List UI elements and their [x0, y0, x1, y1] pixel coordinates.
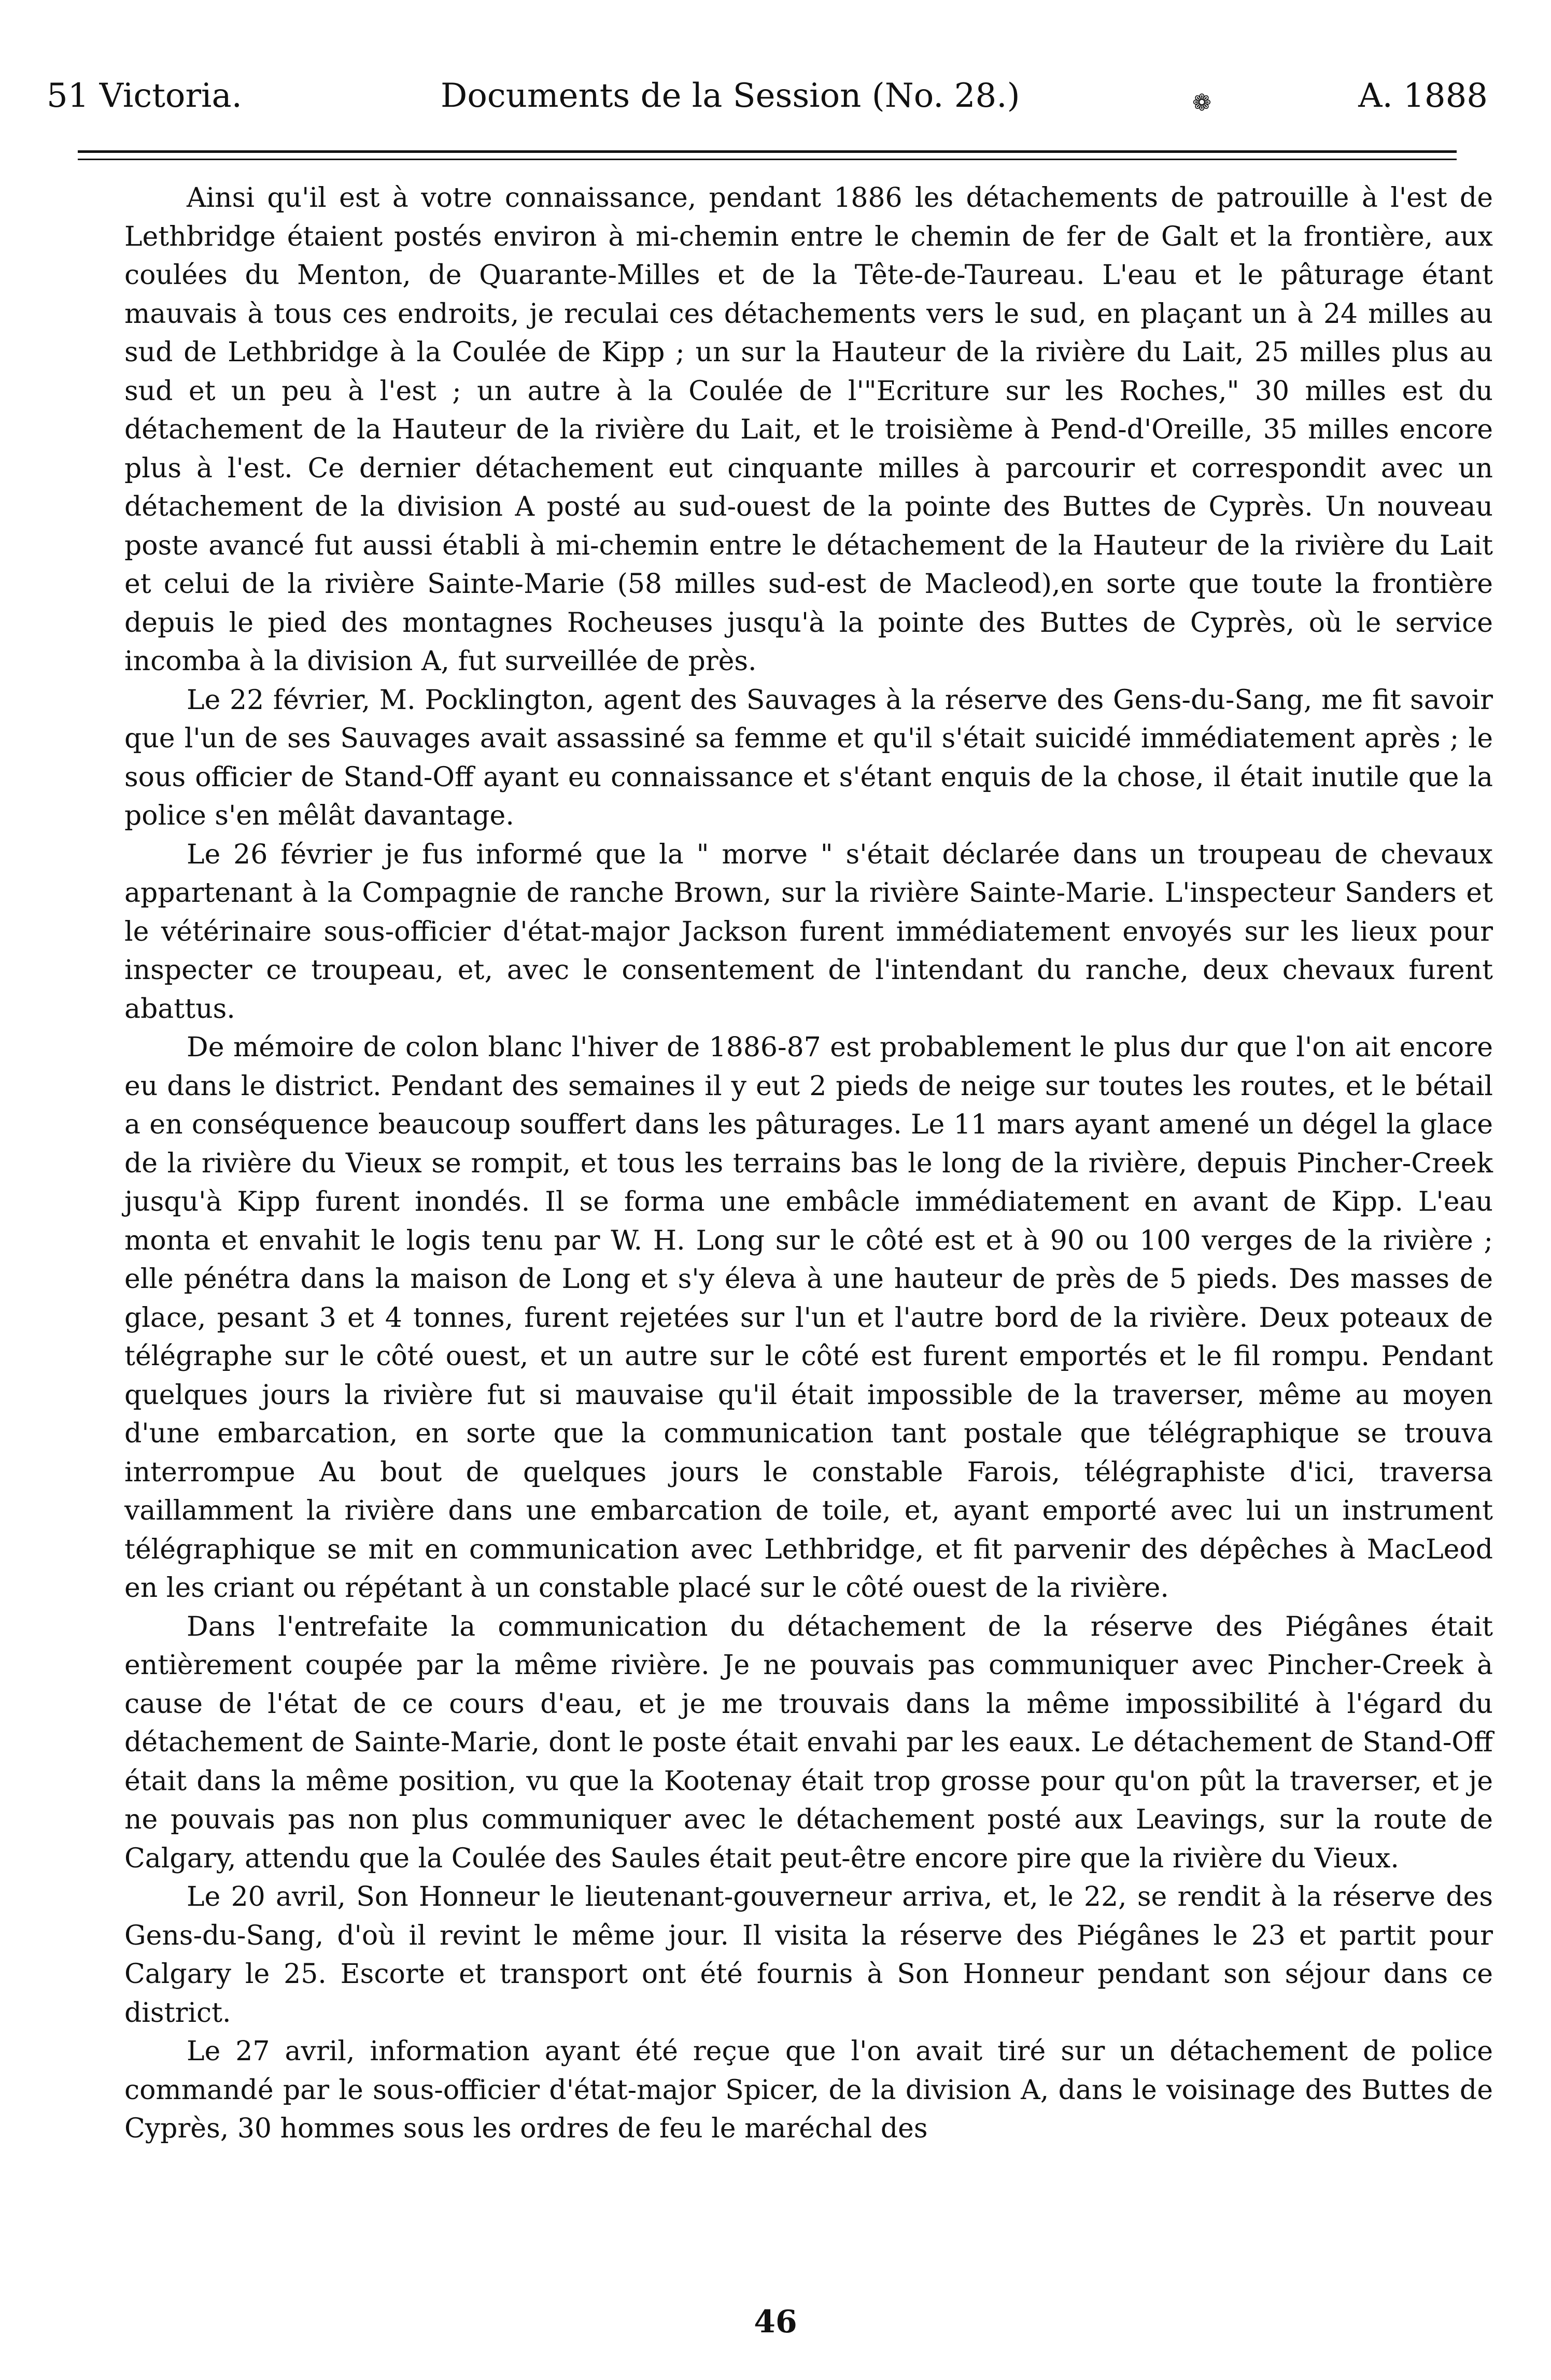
paragraph: Le 27 avril, information ayant été reçue que l'on avait tiré sur un détachement de police commandé par le sous-officier d'état-major Spicer, de la division A, dans le voisinage des Buttes de Cyprès, 30 hommes sous les ordres de feu le maréchal des	[124, 2036, 1493, 2144]
crest-icon: ❁	[1192, 90, 1211, 116]
paragraph: Ainsi qu'il est à votre connaissance, pendant 1886 les détachements de patrouille à l'est de Lethbridge étaient postés environ à mi-chemin entre le chemin de fer de Galt et la frontière, aux coulées du Menton, de Quarante-Milles et de la Tête-de-Taureau. L'eau et le pâturage étant mauvais à tous ces endroits, je reculai ces détachements vers le sud, en plaçant un à 24 milles au sud de Lethbridge à la Coulée de Kipp ; un sur la Hauteur de la rivière du Lait, 25 milles plus au sud et un peu à l'est ; un autre à la Coulée de l'"Ecriture sur les Roches," 30 milles est du détachement de la Hauteur de la rivière du Lait, et le troisième à Pend-d'Oreille, 35 milles encore plus à l'est. Ce dernier détachement eut cinquante milles à parcourir et correspondit avec un détachement de la division A posté au sud-ouest de la pointe des Buttes de Cyprès. Un nouveau poste avancé fut aussi établi à mi-chemin entre le détachement de la Hauteur de la rivière du Lait et celui de la rivière Sainte-Marie (58 milles sud-est de Macleod),en sorte que toute la frontière depuis le pied des montagnes Rocheuses jusqu'à la pointe des Buttes de Cyprès, où le service incomba à la division A, fut surveillée de près.	[124, 182, 1493, 677]
header-rule-thick	[78, 150, 1457, 153]
paragraph: Le 22 février, M. Pocklington, agent des Sauvages à la réserve des Gens-du-Sang, me fit savoir que l'un de ses Sauvages avait assassiné sa femme et qu'il s'était suicidé immédiatement après ; le sous officier de Stand-Off ayant eu connaissance et s'étant enquis de la chose, il était inutile que la police s'en mêlât davantage.	[124, 684, 1493, 831]
header-left: 51 Victoria.	[47, 77, 242, 115]
running-header	[47, 73, 1488, 119]
body-text	[124, 179, 1493, 2148]
paragraph: Le 26 février je fus informé que la " morve " s'était déclarée dans un troupeau de chevaux appartenant à la Compagnie de ranche Brown, sur la rivière Sainte-Marie. L'inspecteur Sanders et le vétérinaire sous-officier d'état-major Jackson furent immédiatement envoyés sur les lieux pour inspecter ce troupeau, et, avec le consentement de l'intendant du ranche, deux chevaux furent abattus.	[124, 839, 1493, 1025]
paragraph: Le 20 avril, Son Honneur le lieutenant-gouverneur arriva, et, le 22, se rendit à la réserve des Gens-du-Sang, d'où il revint le même jour. Il visita la réserve des Piégânes le 23 et partit pour Calgary le 25. Escorte et transport ont été fournis à Son Honneur pendant son séjour dans ce district.	[124, 1881, 1493, 2029]
header-title: Documents de la Session (No. 28.)	[441, 77, 1020, 115]
paragraph: De mémoire de colon blanc l'hiver de 1886-87 est probablement le plus dur que l'on ait encore eu dans le district. Pendant des semaines il y eut 2 pieds de neige sur toutes les routes, et le bétail a en conséquence beaucoup souffert dans les pâturages. Le 11 mars ayant amené un dégel la glace de la rivière du Vieux se rompit, et tous les terrains bas le long de la rivière, depuis Pincher-Creek jusqu'à Kipp furent inondés. Il se forma une embâcle immédiatement en avant de Kipp. L'eau monta et envahit le logis tenu par W. H. Long sur le côté est et à 90 ou 100 verges de la rivière ; elle pénétra dans la maison de Long et s'y éleva à une hauteur de près de 5 pieds. Des masses de glace, pesant 3 et 4 tonnes, furent rejetées sur l'un et l'autre bord de la rivière. Deux poteaux de télégraphe sur le côté ouest, et un autre sur le côté est furent emportés et le fil rompu. Pendant quelques jours la rivière fut si mauvaise qu'il était impossible de la traverser, même au moyen d'une embarcation, en sorte que la communication tant postale que télégraphique se trouva interrompue Au bout de quelques jours le constable Farois, télégraphiste d'ici, traversa vaillamment la rivière dans une embarcation de toile, et, ayant emporté avec lui un instrument télégraphique se mit en communication avec Lethbridge, et fit parvenir des dépêches à MacLeod en les criant ou répétant à un constable placé sur le côté ouest de la rivière.	[124, 1032, 1493, 1604]
page-number: 46	[754, 2304, 797, 2340]
header-rule-thin	[78, 159, 1457, 160]
paragraph: Dans l'entrefaite la communication du détachement de la réserve des Piégânes était entièrement coupée par la même rivière. Je ne pouvais pas communiquer avec Pincher-Creek à cause de l'état de ce cours d'eau, et je me trouvais dans la même impossibilité à l'égard du détachement de Sainte-Marie, dont le poste était envahi par les eaux. Le détachement de Stand-Off était dans la même position, vu que la Kootenay était trop grosse pour qu'on pût la traverser, et je ne pouvais pas non plus communiquer avec le détachement posté aux Leavings, sur la route de Calgary, attendu que la Coulée des Saules était peut-être encore pire que la rivière du Vieux.	[124, 1611, 1493, 1874]
header-right: A. 1888	[1358, 77, 1488, 115]
